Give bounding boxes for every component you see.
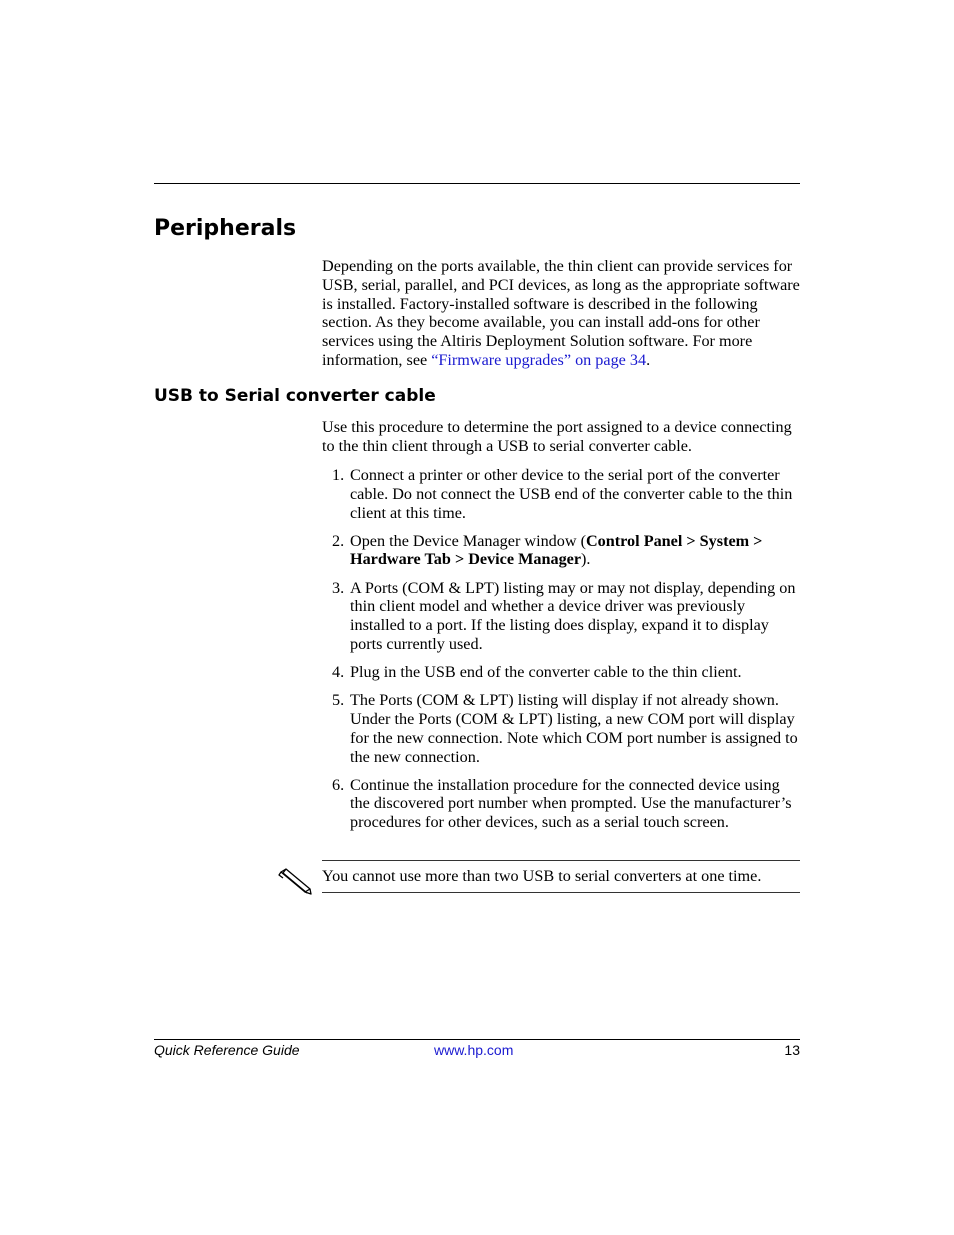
step-text: Open the Device Manager window ( <box>350 531 586 550</box>
subsection-intro: Use this procedure to determine the port assigned to a device connecting to the thin client through a USB to serial converter cable. <box>322 418 792 455</box>
step-menu-path: Control Panel > System > Hardware Tab > Device Manager <box>350 531 763 569</box>
step-item <box>322 579 800 654</box>
footer-guide-title: Quick Reference Guide <box>154 1042 300 1058</box>
step-item <box>322 532 800 570</box>
intro-end: . <box>646 350 651 369</box>
step-text: A Ports (COM & LPT) listing may or may not display, depending on thin client model and whether a device driver was previously installed to a port. If the listing does display, expand it to display ports currently used. <box>350 578 796 653</box>
step-text: The Ports (COM & LPT) listing will display if not already shown. Under the Ports (COM & LPT) listing, a new COM port will display for the new connection. Note which COM port number is assigned to the new connection. <box>350 691 798 766</box>
pencil-icon <box>276 866 314 896</box>
note-top-rule <box>322 860 800 861</box>
step-text: Plug in the USB end of the converter cable to the thin client. <box>350 663 742 682</box>
intro-text: Depending on the ports available, the thin client can provide services for USB, serial, parallel, and PCI devices, as long as the appropriate software is installed. Factory-installed software is described in the following section. As they become available, you can install add-ons for other services using the Altiris Deployment Solution software. For more information, see <box>322 257 800 369</box>
step-number: 3. <box>332 578 345 597</box>
step-number: 5. <box>332 691 345 710</box>
firmware-upgrades-link[interactable]: “Firmware upgrades” on page 34 <box>431 350 647 369</box>
step-text: Continue the installation procedure for the connected device using the discovered port number when prompted. Use the manufacturer’s procedures for other devices, such as a serial touch screen. <box>350 775 792 832</box>
step-item <box>322 466 800 522</box>
step-text-end: ). <box>581 550 591 569</box>
section-title: Peripherals <box>154 216 297 241</box>
header-rule <box>154 183 800 184</box>
page-number: 13 <box>784 1042 800 1058</box>
subsection-title: USB to Serial converter cable <box>154 386 436 406</box>
section-intro <box>322 257 800 370</box>
step-number: 6. <box>332 775 345 794</box>
footer-rule <box>154 1039 800 1040</box>
note-text: You cannot use more than two USB to serial converters at one time. <box>322 867 762 885</box>
note-bottom-rule <box>322 892 800 893</box>
step-number: 2. <box>332 531 345 550</box>
step-item <box>322 776 800 832</box>
step-item <box>322 691 800 766</box>
procedure-steps <box>322 466 800 841</box>
footer-website-link[interactable]: www.hp.com <box>434 1042 514 1058</box>
step-item <box>322 663 800 682</box>
step-number: 1. <box>332 466 345 484</box>
step-number: 4. <box>332 663 345 682</box>
step-text: Connect a printer or other device to the serial port of the converter cable. Do not connect the USB end of the converter cable to the thin client at this time. <box>350 466 793 522</box>
